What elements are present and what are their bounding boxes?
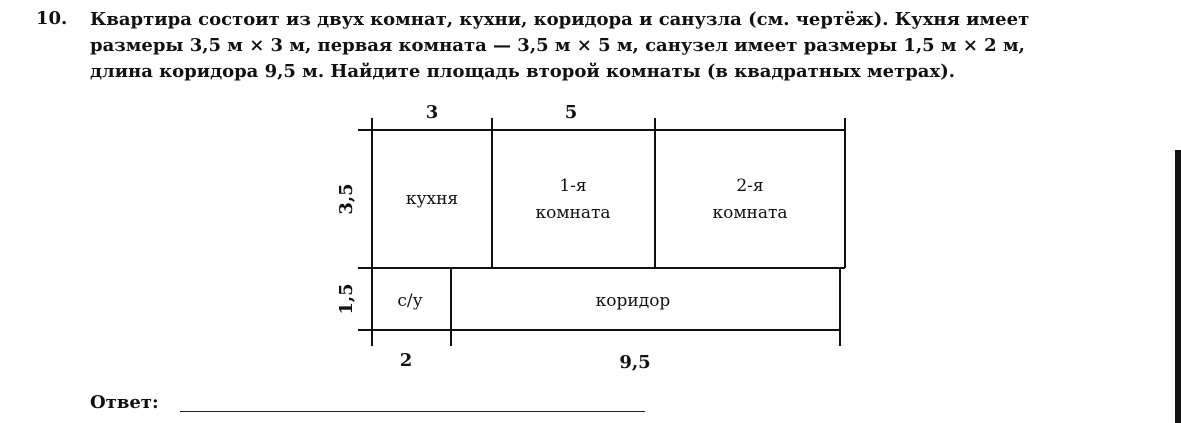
room-label-room1-number: 1-я bbox=[559, 176, 587, 196]
room-label-kitchen: кухня bbox=[405, 189, 459, 209]
dimension-label-bathroom-width: 2 bbox=[399, 350, 413, 371]
problem-text-line: Квартира состоит из двух комнат, кухни, коридора и санузла (см. чертёж). Кухня имеет bbox=[90, 9, 1030, 30]
answer-field[interactable] bbox=[180, 411, 645, 412]
answer-label: Ответ: bbox=[90, 392, 159, 413]
dimension-label-corridor-length: 9,5 bbox=[619, 352, 651, 373]
dimension-label-room1-width: 5 bbox=[564, 102, 578, 123]
room-label-corridor: коридор bbox=[595, 291, 671, 311]
problem-text-line: длина коридора 9,5 м. Найдите площадь второй комнаты (в квадратных метрах). bbox=[90, 61, 955, 82]
problem-text-line: размеры 3,5 м × 3 м, первая комната — 3,5 м × 5 м, санузел имеет размеры 1,5 м × 2 м, bbox=[90, 35, 1025, 56]
dimension-label-upper-height: 3,5 bbox=[336, 183, 357, 215]
dimension-label-lower-height: 1,5 bbox=[336, 283, 357, 315]
room-label-room1-word: комната bbox=[535, 203, 611, 223]
page-edge-shadow bbox=[1175, 150, 1181, 423]
room-label-room2-word: комната bbox=[712, 203, 788, 223]
problem-number: 10. bbox=[36, 8, 68, 29]
dimension-label-kitchen-width: 3 bbox=[425, 102, 439, 123]
room-label-room2-number: 2-я bbox=[736, 176, 764, 196]
room-label-bathroom: с/у bbox=[397, 291, 423, 311]
